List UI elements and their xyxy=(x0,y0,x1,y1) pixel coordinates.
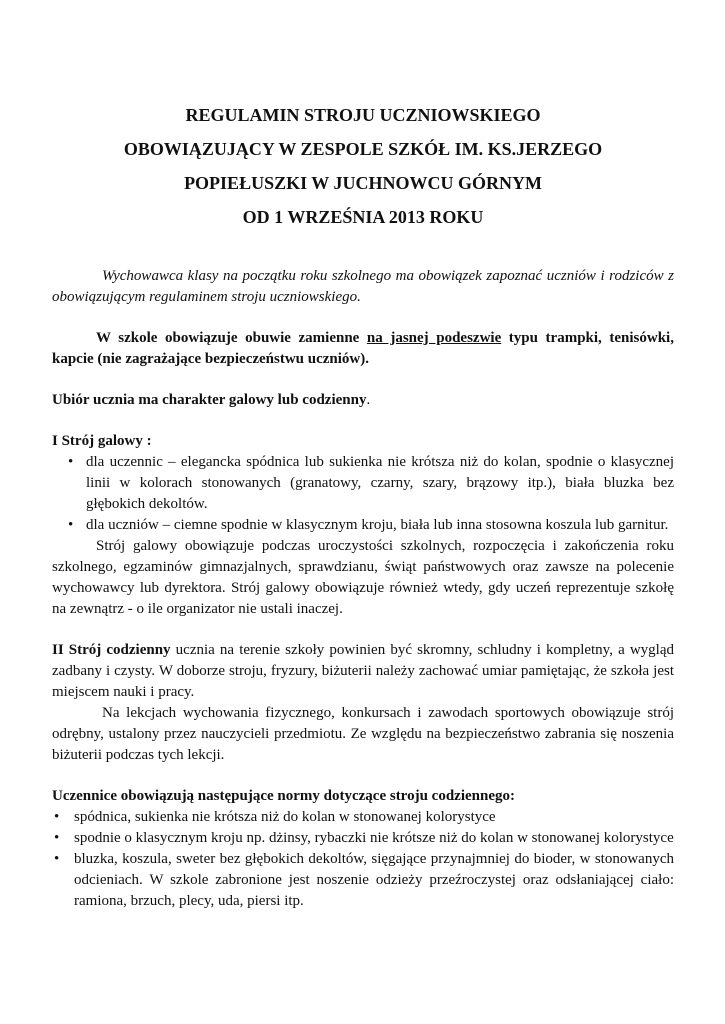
bullet-icon: • xyxy=(54,809,60,825)
ubior-end: . xyxy=(366,392,371,408)
list-item xyxy=(52,515,674,536)
list-item xyxy=(52,452,674,515)
bullet-icon: • xyxy=(54,830,60,846)
list-item-text: bluzka, koszula, sweter bez głębokich dekoltów, sięgające przynajmniej do bioder, w stonowanych odcieniach. W szkole zabronione jest noszenie odzieży przeźroczystej oraz odsłaniającej ciało: ramiona, brzuch, plecy, uda, piersi itp. xyxy=(74,851,674,909)
pe-paragraph: Na lekcjach wychowania fizycznego, konkursach i zawodach sportowych obowiązuje strój odrębny, ustalony przez nauczycieli przedmiotu. Ze względu na bezpieczeństwo zabrania się noszenia biżuterii podczas tych lekcji. xyxy=(52,705,674,763)
codzienny-text: ucznia na terenie szkoły powinien być skromny, schludny i kompletny, a wygląd zadbany i czysty. W doborze stroju, fryzury, biżuterii należy zachować umiar pamiętając, że szkoła jest miejscem nauki i pracy. xyxy=(52,642,674,700)
bullet-icon: • xyxy=(68,517,74,533)
galowy-list xyxy=(52,452,674,536)
title-line-2: OBOWIĄZUJĄCY W ZESPOLE SZKÓŁ IM. KS.JERZEGO xyxy=(123,139,603,159)
galowy-paragraph: Strój galowy obowiązuje podczas uroczystości szkolnych, rozpoczęcia i zakończenia roku szkolnego, egzaminów gimnazjalnych, sprawdzianu, świąt państwowych oraz zawsze na polecenie wychowawcy lub dyrektora. Strój galowy obowiązuje również wtedy, gdy uczeń reprezentuje szkołę na zewnątrz - o ile organizator nie ustali inaczej. xyxy=(52,538,674,617)
ubior-paragraph xyxy=(52,390,674,411)
list-item-text: dla uczniów – ciemne spodnie w klasycznym kroju, biała lub inna stosowna koszula lub garnitur. xyxy=(86,517,669,533)
bullet-icon: • xyxy=(68,454,74,470)
uczennice-heading: Uczennice obowiązują następujące normy dotyczące stroju codziennego: xyxy=(52,788,515,804)
ubior-bold: Ubiór ucznia ma charakter galowy lub codzienny xyxy=(52,392,367,408)
list-item-text: dla uczennic – elegancka spódnica lub sukienka nie krótsza niż do kolan, spodnie o klasycznej linii w kolorach stonowanych (granatowy, czarny, szary, brązowy itp.), biała bluzka bez głębokich dekoltów. xyxy=(86,454,674,512)
intro-paragraph: Wychowawca klasy na początku roku szkolnego ma obowiązek zapoznać uczniów i rodziców z obowiązującym regulaminem stroju uczniowskiego. xyxy=(52,268,674,305)
list-item-text: spodnie o klasycznym kroju np. dżinsy, rybaczki nie krótsze niż do kolan w stonowanej kolorystyce xyxy=(74,830,674,846)
codzienny-heading: II Strój codzienny xyxy=(52,642,171,658)
title-line-1: REGULAMIN STROJU UCZNIOWSKIEGO xyxy=(185,105,541,125)
shoes-text-after: typu trampki, tenisówki, kapcie (nie zagrażające bezpieczeństwu uczniów). xyxy=(52,330,674,367)
uczennice-list xyxy=(52,807,674,912)
list-item xyxy=(52,828,674,849)
galowy-heading: I Strój galowy : xyxy=(52,433,152,449)
list-item xyxy=(52,849,674,912)
list-item xyxy=(52,807,674,828)
title-line-4: OD 1 WRZEŚNIA 2013 ROKU xyxy=(242,207,484,227)
shoes-text-underlined: na jasnej podeszwie xyxy=(366,330,502,346)
document-page xyxy=(52,98,674,912)
title-line-3: POPIEŁUSZKI W JUCHNOWCU GÓRNYM xyxy=(184,173,542,193)
document-title xyxy=(52,98,674,234)
list-item-text: spódnica, sukienka nie krótsza niż do kolan w stonowanej kolorystyce xyxy=(74,809,496,825)
shoes-text-before: W szkole obowiązuje obuwie zamienne xyxy=(96,330,367,346)
codzienny-paragraph xyxy=(52,640,674,703)
bullet-icon: • xyxy=(54,851,60,867)
shoes-paragraph xyxy=(52,328,674,370)
